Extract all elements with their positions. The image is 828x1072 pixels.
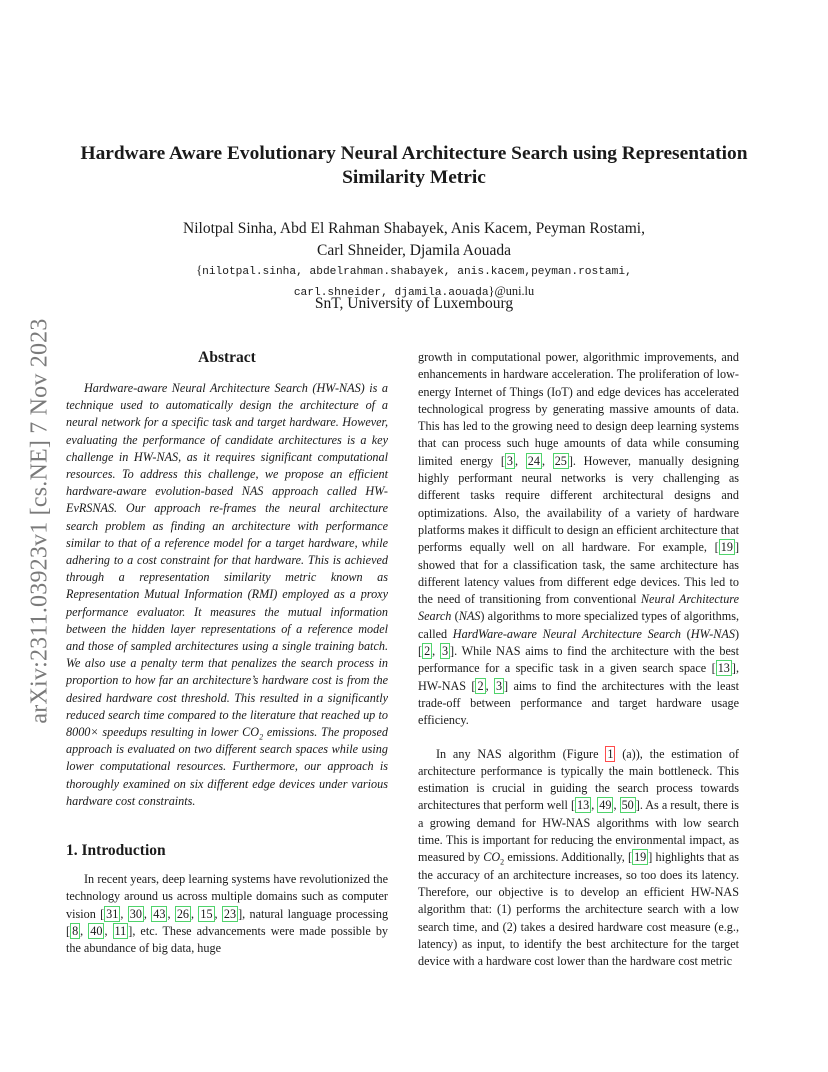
author-line-2: Carl Shneider, Djamila Aouada [317, 242, 511, 259]
arxiv-id-text: arXiv:2311.03923v1 [cs.NE] 7 Nov 2023 [26, 318, 53, 724]
citation-link[interactable]: 23 [223, 906, 237, 921]
email-line-1: {nilotpal.sinha, abdelrahman.shabayek, anis.kacem,peyman.rostami, [196, 263, 632, 278]
arxiv-identifier-stamp [20, 291, 60, 752]
citation-link[interactable]: 19 [634, 850, 647, 865]
citation-link[interactable]: 31 [106, 906, 119, 921]
citation-link[interactable]: 3 [441, 644, 449, 659]
citation-link[interactable]: 26 [176, 906, 189, 921]
citation-link[interactable]: 15 [200, 906, 213, 921]
intro-continued-paragraph: growth in computational power, algorithmic improvements, and enhancements in hardware acceleration. The proliferation of low-energy Internet of Things (IoT) and edge devices has accelerated technological progress by generating massive amounts of data. This has led to the growing need to design deep learning systems that can process such huge amounts of data while consuming limited energy [ 3 , 24 , 25 ]. However, manually designing highly performant neural networks is very challenging as different tasks require different architectural designs and optimizations. Also, the availability of a variety of hardware platforms makes it difficult to design an efficient architecture that performs equally well on all hardware. For example, [ 19 ] showed that for a classification task, the same architecture has different latency values from different edge devices. This led to the need of transitioning from conventional Neural Architecture Search (NAS) algorithms to more specialized types of algorithms, called HardWare-aware Neural Architecture Search (HW-NAS) [ 2 , 3 ]. While NAS aims to find the architecture with the best performance for a specific task in a given search space [ 13 ], HW-NAS [ 2 , 3 ] aims to find the architectures with the least trade-off between performance and target hardware usage efficiency. [418, 350, 740, 728]
citation-link[interactable]: 50 [621, 798, 634, 813]
introduction-paragraph: In recent years, deep learning systems have revolutionized the technology around us across multiple domains such as computer vision [ 31 , 30 , 43 , 26 , 15 , 23 ], natural language processing [ 8 , 40 , 11 ], etc. These advancements were made possible by the abundance of big data, huge [66, 872, 389, 956]
abstract-heading: Abstract [198, 349, 256, 366]
citation-link[interactable]: 13 [717, 661, 730, 676]
email-line-2: carl.shneider, djamila.aouada}@uni.lu [293, 284, 535, 299]
left-column [66, 348, 388, 958]
citation-link[interactable]: 11 [114, 923, 127, 938]
citation-link[interactable]: 19 [720, 540, 733, 555]
citation-link[interactable]: 3 [506, 453, 513, 468]
paper-title: Hardware Aware Evolutionary Neural Architecture Search using Representation Similarity Metric [80, 143, 748, 188]
introduction-heading: 1. Introduction [66, 842, 166, 860]
citation-link[interactable]: 3 [495, 678, 503, 693]
citation-link[interactable]: 30 [129, 906, 142, 921]
citation-link[interactable]: 49 [599, 798, 612, 813]
citation-link[interactable]: 8 [72, 923, 79, 938]
affiliation: SnT, University of Luxembourg [314, 295, 514, 312]
right-column [418, 349, 739, 970]
author-list [60, 218, 768, 262]
citation-link[interactable]: 25 [554, 453, 567, 468]
citation-link[interactable]: 2 [477, 678, 484, 693]
citation-link[interactable]: 43 [153, 906, 166, 921]
citation-link[interactable]: 40 [90, 923, 103, 938]
figure-link[interactable]: 1 [607, 746, 614, 761]
citation-link[interactable]: 13 [577, 798, 590, 813]
citation-link[interactable]: 24 [527, 453, 540, 468]
abstract-body: Hardware-aware Neural Architecture Search (HW-NAS) is a technique used to automatically design the architecture of a neural network for a specific task and target hardware. However, evaluating the performance of candidate architectures is a key challenge in HW-NAS, as it requires significant computational resources. To address this challenge, we propose an efficient hardware-aware evolution-based NAS approach called HW-EvRSNAS. Our approach re-frames the neural architecture search problem as finding an architecture with performance similar to that of a reference model for a target hardware, while adhering to a cost constraint for that hardware. This is achieved through a representation similarity metric known as Representation Mutual Information (RMI) employed as a proxy performance evaluator. It measures the mutual information between the hidden layer representations of a reference model and those of sampled architectures using a single training batch. We also use a penalty term that penalizes the search process in proportion to how far an architecture’s hardware cost is from the desired hardware cost threshold. This resulted in a significantly reduced search time compared to the literature that reached up to 8000× speedups resulting in lower $CO_2$ emissions. The proposed approach is evaluated on two different search spaces while using lower computational resources. Furthermore, our approach is thoroughly examined on six different edge devices under various hardware cost constraints. [66, 381, 389, 808]
citation-link[interactable]: 2 [424, 644, 431, 659]
author-line-1: Nilotpal Sinha, Abd El Rahman Shabayek, Anis Kacem, Peyman Rostami, [183, 220, 645, 237]
nas-bottleneck-paragraph: In any NAS algorithm (Figure 1 (a)), the estimation of architecture performance is typically the main bottleneck. This estimation is crucial in guiding the search process towards architectures that perform well [ 13 , 49 , 50 ]. As a result, there is a growing demand for HW-NAS algorithms with low search time. This is important for reducing the environmental impact, as measured by $CO_2$ emissions. Additionally, [ 19 ] highlights that as the accuracy of an architecture increases, so too does its latency. Therefore, our objective is to develop an efficient HW-NAS algorithm that: (1) performs the architecture search with a low search time, and (2) takes a desired hardware cost measure (e.g., latency) as input, to identify the best architecture for the target device with a hardware cost lower than the hardware cost metric [418, 746, 740, 969]
